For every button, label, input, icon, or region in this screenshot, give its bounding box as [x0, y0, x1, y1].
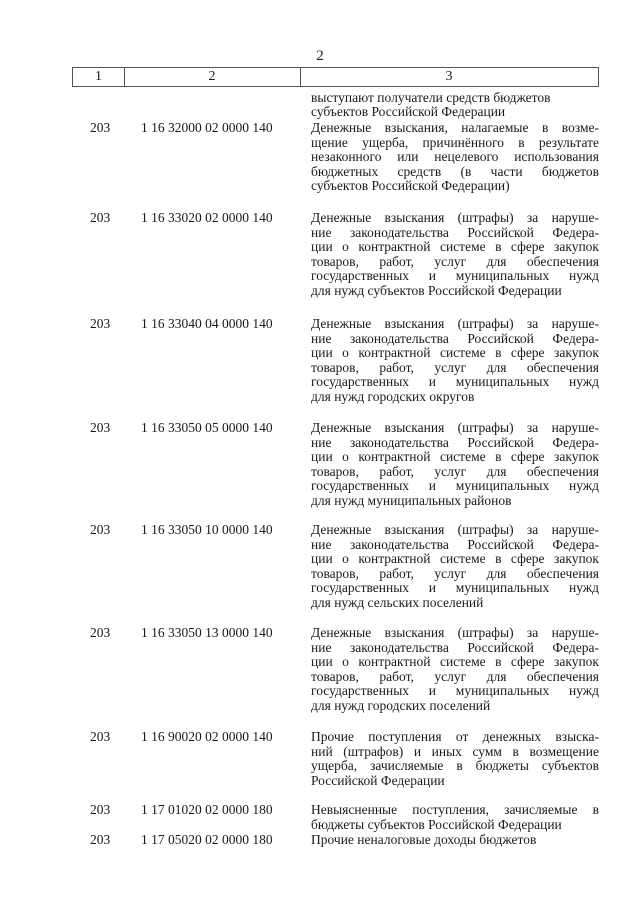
- income-description: [311, 626, 599, 713]
- budget-classification-code: 1 16 33020 02 0000 140: [141, 210, 273, 225]
- admin-code: 203: [90, 316, 111, 331]
- description-line: для нужд городских поселений: [311, 697, 491, 713]
- description-line: ние законодательства Российской Федера-: [311, 330, 599, 346]
- header-col-2: 2: [124, 68, 301, 86]
- description-line: Российской Федерации: [311, 772, 445, 788]
- description-line: ний (штрафов) и иных сумм в возмещение: [311, 743, 599, 759]
- page-number: 2: [316, 48, 324, 64]
- description-line: ции о контрактной системе в сфере закупок: [311, 239, 599, 254]
- admin-code: 203: [90, 120, 111, 135]
- admin-code: 203: [90, 802, 111, 817]
- income-description: [311, 523, 599, 610]
- admin-code: 203: [90, 210, 111, 225]
- description-line: Прочие неналоговые доходы бюджетов: [311, 832, 537, 847]
- description-line: субъектов Российской Федерации): [311, 178, 510, 193]
- description-line: ние законодательства Российской Федера-: [311, 639, 599, 655]
- header-col-1: 1: [73, 68, 125, 86]
- description-line: Невыясненные поступления, зачисляемые в: [311, 802, 599, 817]
- admin-code: 203: [90, 522, 111, 537]
- description-line: Денежные взыскания (штрафы) за наруше-: [311, 625, 599, 640]
- description-line: Денежные взыскания (штрафы) за наруше-: [311, 316, 599, 331]
- description-line: ции о контрактной системе в сфере закупок: [311, 449, 599, 464]
- description-line: ции о контрактной системе в сфере закупок: [311, 345, 599, 360]
- description-line: Денежные взыскания, налагаемые в возме-: [311, 120, 599, 135]
- income-description: [311, 803, 599, 832]
- description-line: товаров, работ, услуг для обеспечения: [311, 253, 599, 269]
- description-line: ущерба, зачисляемые в бюджеты субъектов: [311, 758, 599, 773]
- continuation-line-1: выступают получатели средств бюджетов: [311, 90, 551, 105]
- description-line: для нужд муниципальных районов: [311, 492, 512, 508]
- description-line: Прочие поступления от денежных взыска-: [311, 729, 599, 744]
- description-line: товаров, работ, услуг для обеспечения: [311, 668, 599, 684]
- description-line: государственных и муниципальных нужд: [311, 580, 599, 595]
- description-line: товаров, работ, услуг для обеспечения: [311, 565, 599, 581]
- budget-classification-code: 1 16 32000 02 0000 140: [141, 120, 273, 135]
- continuation-line-2: субъектов Российской Федерации: [311, 104, 506, 119]
- description-line: для нужд субъектов Российской Федерации: [311, 282, 562, 298]
- budget-classification-code: 1 17 05020 02 0000 180: [141, 832, 273, 847]
- income-description: [311, 833, 599, 848]
- budget-classification-code: 1 16 33040 04 0000 140: [141, 316, 273, 331]
- description-line: ние законодательства Российской Федера-: [311, 536, 599, 552]
- table-header: [72, 67, 599, 87]
- description-line: государственных и муниципальных нужд: [311, 478, 599, 493]
- description-line: Денежные взыскания (штрафы) за наруше-: [311, 210, 599, 225]
- admin-code: 203: [90, 729, 111, 744]
- description-line: бюджетных средств (в части бюджетов: [311, 163, 599, 179]
- budget-classification-code: 1 16 33050 13 0000 140: [141, 625, 273, 640]
- description-line: товаров, работ, услуг для обеспечения: [311, 463, 599, 479]
- description-line: для нужд городских округов: [311, 388, 475, 404]
- description-line: государственных и муниципальных нужд: [311, 374, 599, 389]
- description-line: ние законодательства Российской Федера-: [311, 434, 599, 450]
- description-line: ции о контрактной системе в сфере закупок: [311, 654, 599, 669]
- income-description: [311, 317, 599, 404]
- income-description: [311, 730, 599, 788]
- description-line: товаров, работ, услуг для обеспечения: [311, 359, 599, 375]
- income-description: [311, 211, 599, 298]
- admin-code: 203: [90, 625, 111, 640]
- budget-classification-code: 1 16 90020 02 0000 140: [141, 729, 273, 744]
- description-line: Денежные взыскания (штрафы) за наруше-: [311, 420, 599, 435]
- description-line: государственных и муниципальных нужд: [311, 268, 599, 283]
- description-line: ние законодательства Российской Федера-: [311, 224, 599, 240]
- budget-classification-code: 1 16 33050 10 0000 140: [141, 522, 273, 537]
- description-line: государственных и муниципальных нужд: [311, 683, 599, 698]
- header-col-3: 3: [445, 69, 453, 84]
- admin-code: 203: [90, 832, 111, 847]
- description-line: незаконного или нецелевого использования: [311, 149, 599, 164]
- admin-code: 203: [90, 420, 111, 435]
- description-line: щение ущерба, причинённого в результате: [311, 134, 599, 150]
- budget-classification-code: 1 17 01020 02 0000 180: [141, 802, 273, 817]
- description-line: ции о контрактной системе в сфере закупок: [311, 551, 599, 566]
- description-line: для нужд сельских поселений: [311, 594, 484, 610]
- description-line: бюджеты субъектов Российской Федерации: [311, 816, 562, 832]
- description-line: Денежные взыскания (штрафы) за наруше-: [311, 522, 599, 537]
- income-description: [311, 421, 599, 508]
- income-description: [311, 121, 599, 194]
- budget-classification-code: 1 16 33050 05 0000 140: [141, 420, 273, 435]
